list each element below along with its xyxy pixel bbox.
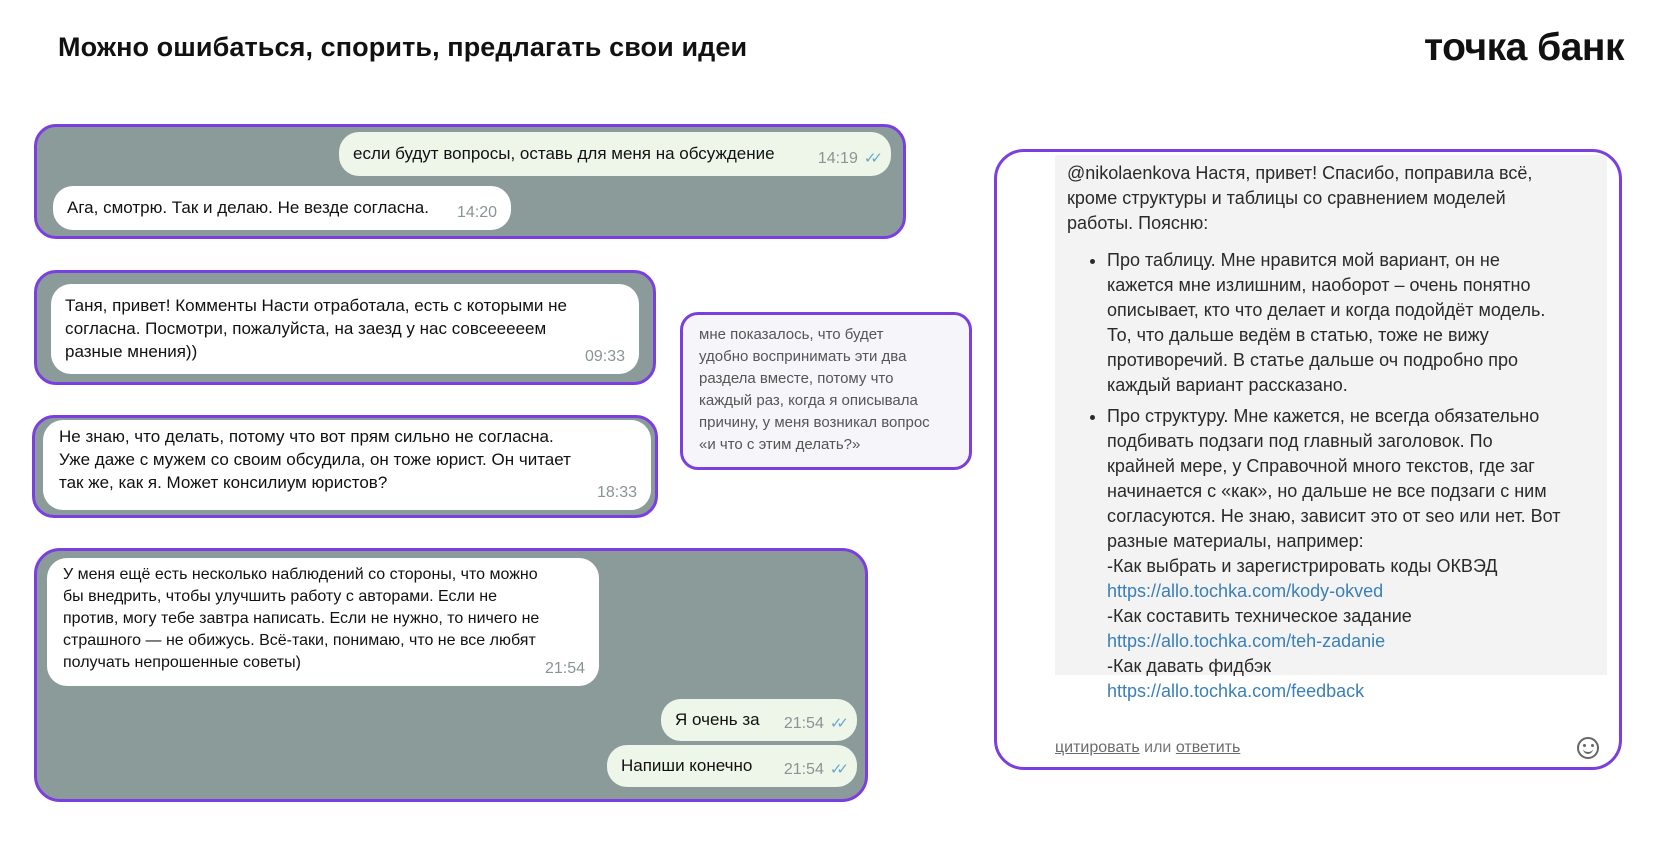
message-meta — [784, 712, 843, 735]
material-link[interactable]: https://allo.tochka.com/teh-zadanie — [1107, 631, 1386, 651]
actions-separator: или — [1144, 739, 1172, 756]
material-title: -Как составить техническое задание — [1107, 606, 1412, 626]
chat-screenshot-2 — [34, 270, 656, 385]
chat-screenshot-3 — [32, 415, 658, 518]
message-text: Я очень за — [675, 710, 760, 729]
material-link[interactable]: https://allo.tochka.com/kody-okved — [1107, 581, 1384, 601]
outgoing-message — [661, 699, 857, 741]
message-text: Не знаю, что делать, потому что вот прям сильно не согласна. Уже даже с мужем со своим обсудила, он тоже юрист. Он читает так же, как я. Может консилиум юристов? — [59, 427, 571, 492]
material-link[interactable]: https://allo.tochka.com/feedback — [1107, 681, 1365, 701]
chat-screenshot-4 — [34, 548, 868, 802]
message-text: Таня, привет! Комменты Насти отработала, есть с которыми не согласна. Посмотри, пожалуйста, на заезд у нас совсееееем разные мнения)) — [65, 296, 567, 361]
read-checkmarks-icon: ✓✓ — [829, 715, 843, 732]
comment-actions — [1055, 739, 1240, 757]
message-text: если будут вопросы, оставь для меня на обсуждение — [353, 144, 775, 163]
incoming-message — [43, 420, 651, 510]
message-time: 14:19 — [817, 150, 858, 167]
list-item: • Про таблицу. Мне нравится мой вариант, он не кажется мне излишним, наоборот – очень понятно описывает, кто что делает и когда подойдёт модель. То, что дальше ведём в статью, тоже не вижу противоречий. В статье дальше оч подробно про каждый вариант рассказано. — [1107, 248, 1595, 398]
brand-logo: точка банк — [1424, 26, 1624, 69]
read-checkmarks-icon: ✓✓ — [863, 150, 877, 167]
emoji-icon[interactable] — [1577, 737, 1599, 759]
outgoing-message — [339, 132, 891, 176]
material-title: -Как давать фидбэк — [1107, 656, 1272, 676]
message-meta — [784, 758, 843, 781]
incoming-message — [47, 558, 599, 686]
incoming-message — [51, 284, 639, 374]
material-title: -Как выбрать и зарегистрировать коды ОКВЭД — [1107, 556, 1498, 576]
comment-intro: @nikolaenkova Настя, привет! Спасибо, поправила всё, кроме структуры и таблицы со сравнением моделей работы. Поясню: — [1067, 163, 1533, 233]
message-time: 21:54 — [783, 715, 824, 732]
message-meta — [818, 147, 877, 170]
message-time: 09:33 — [584, 348, 625, 365]
message-text: Ага, смотрю. Так и делаю. Не везде согласна. — [67, 198, 429, 217]
list-item-text: Про структуру. Мне кажется, не всегда обязательно подбивать подзаги под главный заголовок. По крайней мере, у Справочной много текстов, где заг начинается с «как», но дальше не все подзаги с ним согласуются. Не знаю, зависит это от seo или нет. Вот разные материалы, например: — [1107, 406, 1561, 551]
message-time: 18:33 — [596, 484, 637, 501]
comment-list — [1067, 248, 1595, 704]
outgoing-message — [607, 745, 857, 787]
document-comment — [994, 149, 1622, 770]
message-time: 14:20 — [456, 204, 497, 221]
comment-body — [1055, 155, 1607, 701]
chat-screenshot-1 — [34, 124, 906, 239]
read-checkmarks-icon: ✓✓ — [829, 761, 843, 778]
message-time: 21:54 — [544, 660, 585, 677]
page-title: Можно ошибаться, спорить, предлагать свои идеи — [58, 32, 748, 62]
reply-link[interactable]: ответить — [1175, 739, 1241, 756]
quote-link[interactable]: цитировать — [1055, 739, 1140, 756]
message-text: Напиши конечно — [621, 756, 753, 775]
message-text: У меня ещё есть несколько наблюдений со стороны, что можно бы внедрить, чтобы улучшить работу с авторами. Если не против, могу тебе завтра написать. Если не нужно, то ничего не страшного — не обижусь. Всё-таки, понимаю, что не все любят получать непрошенные советы) — [63, 566, 540, 671]
list-item — [1107, 404, 1595, 704]
message-time: 21:54 — [783, 761, 824, 778]
incoming-message — [53, 186, 511, 230]
comment-note: мне показалось, что будет удобно воспринимать эти два раздела вместе, потому что каждый раз, когда я описывала причину, у меня возникал вопрос «и что с этим делать?» — [680, 312, 972, 470]
